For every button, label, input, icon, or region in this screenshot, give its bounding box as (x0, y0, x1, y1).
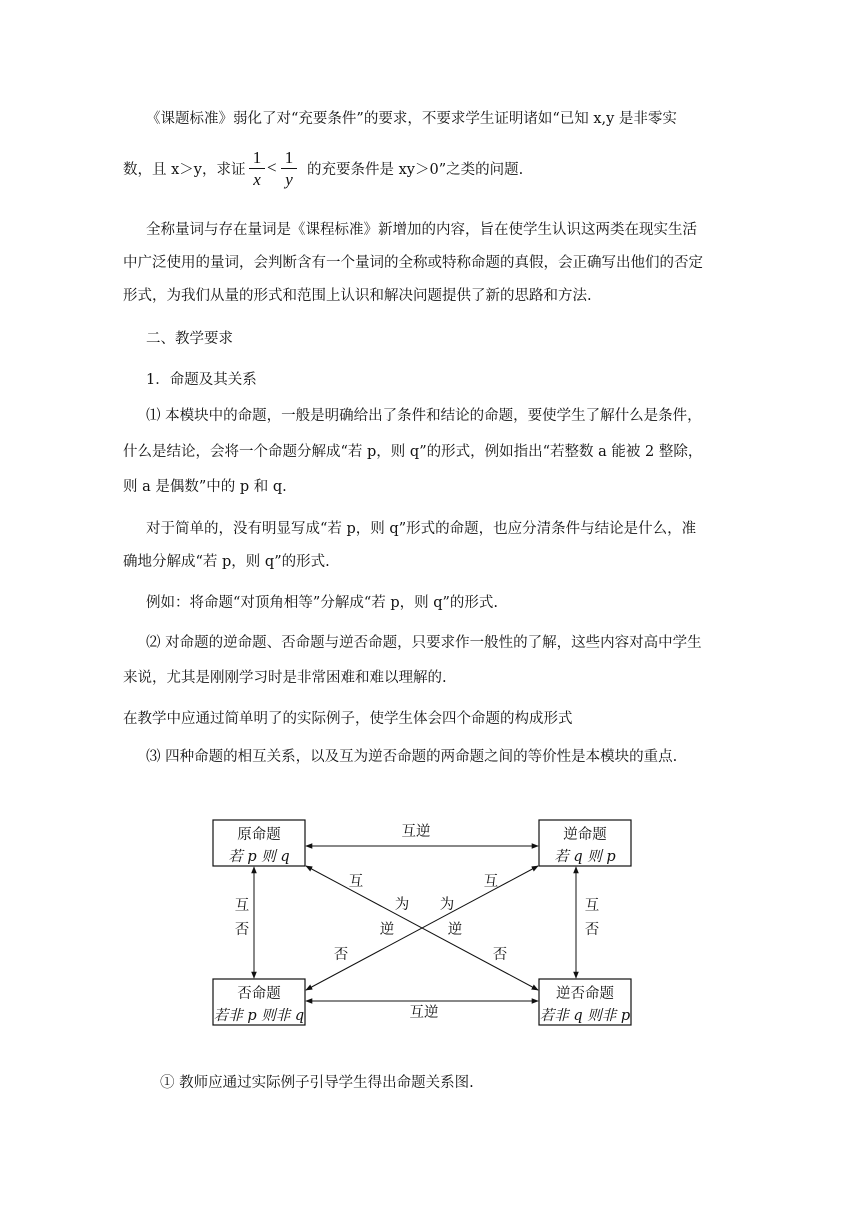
para-8: ⑶ 四种命题的相互关系，以及互为逆否命题的两命题之间的等价性是本模块的重点. (146, 749, 678, 765)
para-3-line-2: 什么是结论，会将一个命题分解成“若 p，则 q”的形式，例如指出“若整数 a 能被 2 整除， (123, 444, 703, 460)
label-right-2: 否 (584, 922, 600, 938)
footnote-teacher: ① 教师应通过实际例子引导学生得出命题关系图. (160, 1075, 474, 1091)
box-tr-sub: 若 q 则 p (554, 849, 616, 865)
label-right-1: 互 (584, 898, 600, 914)
para-6-line-2: 来说，尤其是刚刚学习时是非常困难和难以理解的. (123, 670, 447, 686)
para-2-line-1: 全称量词与存在量词是《课程标准》新增加的内容，旨在使学生认识这两类在现实生活 (146, 222, 697, 238)
label-diag-a-4: 否 (492, 947, 508, 963)
less-than-sign: < (267, 158, 277, 177)
fraction-denominator-x: x (253, 170, 261, 189)
para-1-line-2-start: 数，且 x＞y，求证 (123, 162, 246, 178)
para-4-line-1: 对于简单的，没有明显写成“若 p，则 q”形式的命题，也应分清条件与结论是什么，准 (146, 521, 697, 537)
box-bl-sub: 若非 p 则非 q (213, 1008, 305, 1024)
fraction-denominator-y: y (285, 170, 293, 189)
label-diag-a-2: 为 (394, 897, 410, 913)
box-bl-title: 否命题 (237, 986, 281, 1002)
label-top-converse: 互逆 (401, 824, 431, 840)
box-br-title: 逆否命题 (556, 986, 614, 1002)
label-diag-b-1: 互 (483, 874, 499, 890)
para-3-line-1: ⑴ 本模块中的命题，一般是明确给出了条件和结论的命题，要使学生了解什么是条件， (146, 408, 702, 424)
para-2-line-2: 中广泛使用的量词，会判断含有一个量词的全称或特称命题的真假，会正确写出他们的否定 (123, 255, 703, 271)
box-tl-title: 原命题 (237, 827, 281, 843)
label-left-2: 否 (234, 922, 250, 938)
section-heading-2: 二、教学要求 (146, 331, 233, 347)
fraction-numerator: 1 (252, 148, 262, 167)
label-bottom-converse: 互逆 (409, 1005, 439, 1021)
para-2-line-3: 形式，为我们从量的形式和范围上认识和解决问题提供了新的思路和方法. (123, 288, 592, 304)
label-diag-b-3: 逆 (379, 922, 395, 938)
para-1-line-2-end: 的充要条件是 xy＞0”之类的问题. (307, 162, 524, 178)
para-6-line-1: ⑵ 对命题的逆命题、否命题与逆否命题，只要求作一般性的了解，这些内容对高中学生 (146, 635, 702, 651)
label-left-1: 互 (234, 898, 250, 914)
para-1-line-1: 《课题标准》弱化了对“充要条件”的要求，不要求学生证明诸如“已知 x,y 是非零实 (146, 111, 677, 127)
label-diag-b-4: 否 (333, 947, 349, 963)
label-diag-a-3: 逆 (447, 922, 463, 938)
label-diag-a-1: 互 (348, 874, 364, 890)
label-diag-b-2: 为 (439, 897, 455, 913)
para-7: 在教学中应通过简单明了的实际例子，使学生体会四个命题的构成形式 (123, 711, 573, 727)
fraction-numerator: 1 (284, 148, 294, 167)
subsection-heading-1: 1．命题及其关系 (146, 372, 257, 388)
box-tl-sub: 若 p 则 q (228, 849, 290, 865)
box-br-sub: 若非 q 则非 p (539, 1008, 631, 1024)
para-4-line-2: 确地分解成“若 p，则 q”的形式. (123, 554, 330, 570)
box-tr-title: 逆命题 (563, 827, 607, 843)
para-5: 例如：将命题“对顶角相等”分解成“若 p，则 q”的形式. (146, 595, 499, 611)
para-3-line-3: 则 a 是偶数”中的 p 和 q. (123, 479, 287, 495)
